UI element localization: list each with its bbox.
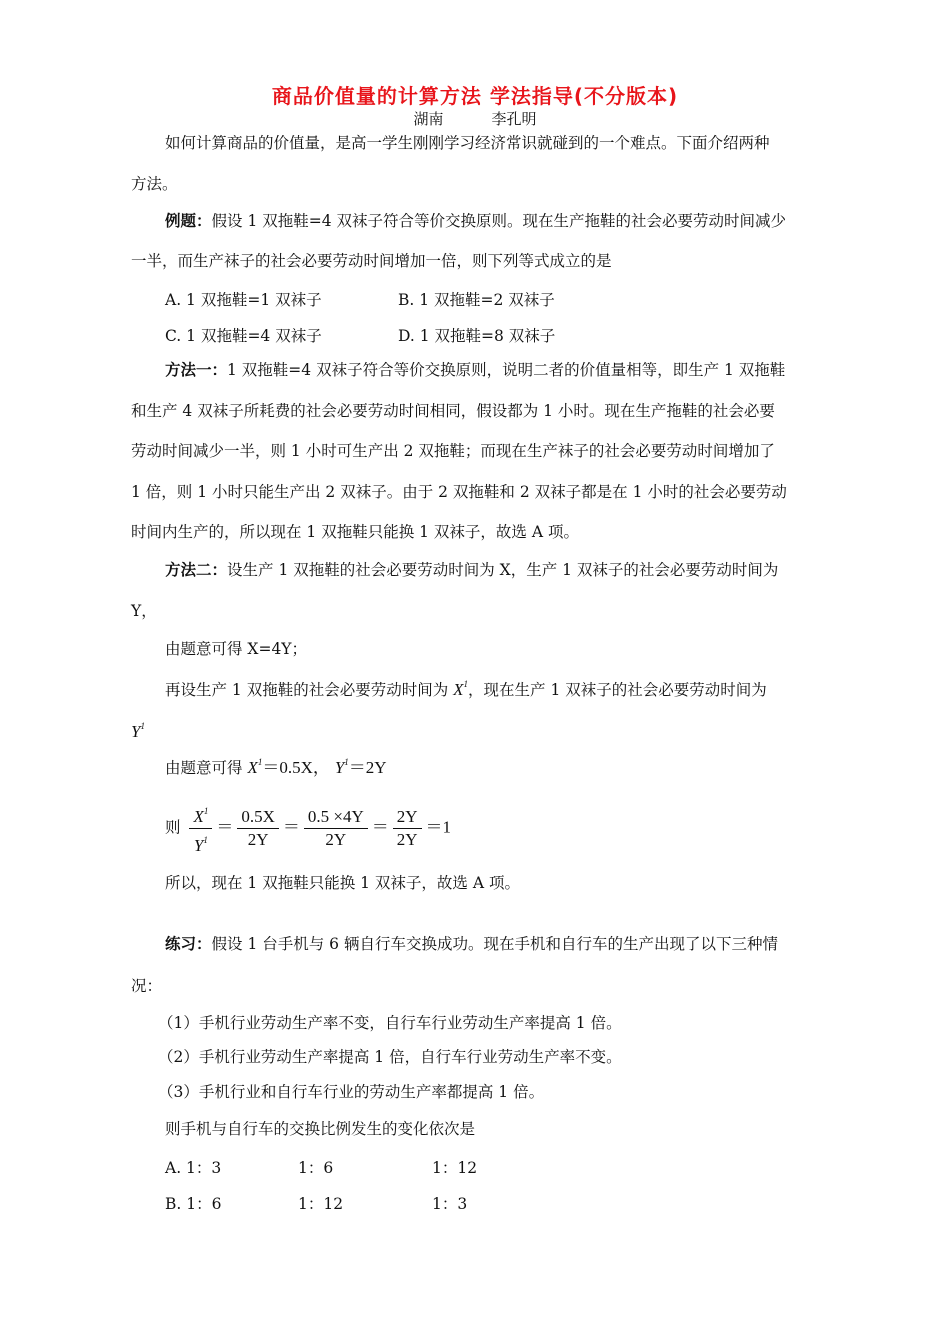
example-label: 例题： [165,212,212,230]
result: ＝1 [425,817,452,837]
method2-line-2: Y， [131,602,157,620]
intro-line-1: 如何计算商品的价值量，是高一学生刚刚学习经济常识就碰到的一个难点。下面介绍两种 [165,134,770,152]
eq2-lhs: $Y^1$ [334,757,349,777]
method2-conclusion: 所以，现在 1 双拖鞋只能换 1 双袜子，故选 A 项。 [165,874,520,892]
method2-line-5 [131,716,145,742]
method2-text-4a: 再设生产 1 双拖鞋的社会必要劳动时间为 [165,681,449,699]
method2-line-4 [165,674,767,700]
then-label: 则 [165,818,181,837]
example-line-1 [165,211,786,231]
method2-text-1: 设生产 1 双拖鞋的社会必要劳动时间为 X，生产 1 双袜子的社会必要劳动时间为 [227,561,779,579]
page-title: 商品价值量的计算方法 学法指导(不分版本) [271,84,679,108]
practice-case-3: （3）手机行业和自行车行业的劳动生产率都提高 1 倍。 [158,1083,545,1101]
example-option-b: B. 1 双拖鞋=2 双袜子 [398,291,555,309]
intro-line-2: 方法。 [131,175,178,193]
method2-line-3: 由题意可得 X=4Y； [165,640,308,658]
example-line-2: 一半，而生产袜子的社会必要劳动时间增加一倍，则下列等式成立的是 [131,252,612,270]
method2-line-1 [165,560,778,580]
practice-option-a-2: 1：6 [298,1159,334,1177]
fraction-4: $\frac{2Y}{2Y}$ [393,806,422,851]
method1-text-1: 1 双拖鞋=4 双袜子符合等价交换原则，说明二者的价值量相等，即生产 1 双拖鞋 [227,361,786,379]
eq-sign-1: ＝ [216,817,234,837]
practice-option-b-2: 1：12 [298,1195,344,1213]
practice-text-1: 假设 1 台手机与 6 辆自行车交换成功。现在手机和自行车的生产出现了以下三种情 [211,935,778,953]
author-name: 李孔明 [491,110,537,128]
fraction-3: $\frac{0.5 \times 4Y}{2Y}$ [304,806,368,851]
method1-line-1 [165,360,785,380]
method1-line-5: 时间内生产的，所以现在 1 双拖鞋只能换 1 双袜子，故选 A 项。 [131,523,579,541]
practice-question: 则手机与自行车的交换比例发生的变化依次是 [165,1120,476,1138]
fraction-2: $\frac{0.5X}{2Y}$ [237,806,279,851]
method1-line-3: 劳动时间减少一半，则 1 小时可生产出 2 双拖鞋；而现在生产袜子的社会必要劳动时间增加了 [131,442,775,460]
method2-label: 方法二： [165,561,228,579]
method2-line-6 [165,752,387,778]
method1-line-4: 1 倍，则 1 小时只能生产出 2 双袜子。由于 2 双拖鞋和 2 双袜子都是在 1 小时的社会必要劳动 [131,483,787,501]
eq-sign-3: ＝ [371,817,389,837]
example-option-c: C. 1 双拖鞋=4 双袜子 [165,327,322,345]
example-text-1: 假设 1 双拖鞋=4 双袜子符合等价交换原则。现在生产拖鞋的社会必要劳动时间减少 [211,212,787,230]
practice-case-1: （1）手机行业劳动生产率不变，自行车行业劳动生产率提高 1 倍。 [158,1014,622,1032]
method2-text-6a: 由题意可得 [165,759,243,777]
var-y-prime: $Y^1$ [131,721,145,741]
eq1-lhs: $X^1$ [247,757,263,777]
fraction-1: $\frac{X^1}{Y^1}$ [189,800,212,857]
practice-label: 练习： [165,935,212,953]
practice-option-b-3: 1：3 [432,1195,468,1213]
practice-option-a-1: A. 1：3 [165,1159,222,1177]
practice-case-2: （2）手机行业劳动生产率提高 1 倍，自行车行业劳动生产率不变。 [158,1048,622,1066]
eq1-rhs: ＝0.5X， [262,758,330,777]
eq-sign-2: ＝ [282,817,300,837]
practice-option-b-1: B. 1：6 [165,1195,222,1213]
practice-line-1 [165,934,778,954]
example-option-a: A. 1 双拖鞋=1 双袜子 [165,291,322,309]
author-region: 湖南 [413,110,444,128]
author-line [0,108,950,129]
fraction-equation [165,800,451,857]
practice-line-2: 况： [131,977,163,995]
method1-line-2: 和生产 4 双袜子所耗费的社会必要劳动时间相同，假设都为 1 小时。现在生产拖鞋的社会必要 [131,402,775,420]
eq2-rhs: ＝2Y [348,758,387,777]
method1-label: 方法一： [165,361,228,379]
practice-option-a-3: 1：12 [432,1159,478,1177]
example-option-d: D. 1 双拖鞋=8 双袜子 [398,327,556,345]
method2-text-4b: ，现在生产 1 双袜子的社会必要劳动时间为 [468,681,767,699]
var-x-prime: $X^1$ [453,679,469,699]
